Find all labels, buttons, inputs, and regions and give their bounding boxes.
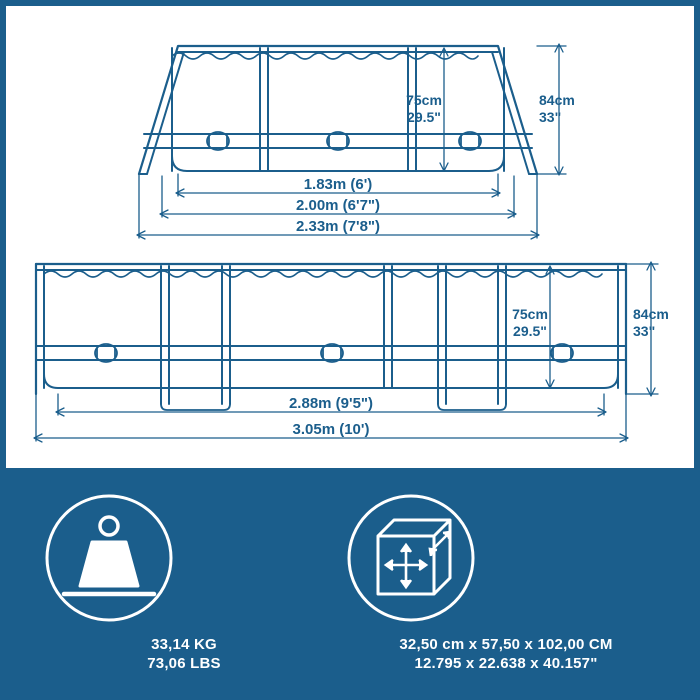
dim-outer-width: 2.33m (7'8") xyxy=(295,218,381,235)
box-dims-imperial: 12.795 x 22.638 x 40.157" xyxy=(414,654,598,672)
box-icon-wrap xyxy=(336,490,676,630)
dim-wall-height-top-line2: 29.5" xyxy=(407,109,441,125)
specs-panel xyxy=(6,468,694,694)
pool-side-elevation xyxy=(34,262,658,442)
diagram-area xyxy=(6,6,694,468)
dim-wall-height-bottom-line1: 75cm xyxy=(512,306,548,322)
dim-overall-height-bottom-line1: 84cm xyxy=(633,306,669,322)
weight-spec xyxy=(34,490,334,674)
weight-lbs: 73,06 LBS xyxy=(147,654,221,672)
box-dims-metric: 32,50 cm x 57,50 x 102,00 CM xyxy=(399,636,613,653)
dim-mid-width: 2.00m (6'7") xyxy=(295,197,381,214)
dim-wall-height-top-line1: 75cm xyxy=(406,92,442,108)
weight-icon xyxy=(34,490,184,630)
dim-overall-height-top-line2: 33" xyxy=(539,109,562,125)
dim-wall-height-bottom-line2: 29.5" xyxy=(513,323,547,339)
weight-icon-wrap xyxy=(34,490,334,630)
weight-kg: 33,14 KG xyxy=(151,636,217,653)
dim-overall-height-bottom-line2: 33" xyxy=(633,323,656,339)
weight-values xyxy=(34,636,334,674)
box-dimensions-icon xyxy=(336,490,486,630)
dim-inner-length: 2.88m (9'5") xyxy=(288,395,374,412)
dim-inner-width: 1.83m (6') xyxy=(303,176,373,193)
box-values xyxy=(336,636,676,674)
pool-diagrams-svg xyxy=(6,6,694,468)
dim-outer-length: 3.05m (10') xyxy=(292,421,370,438)
dim-overall-height-top-line1: 84cm xyxy=(539,92,575,108)
box-spec xyxy=(336,490,676,674)
